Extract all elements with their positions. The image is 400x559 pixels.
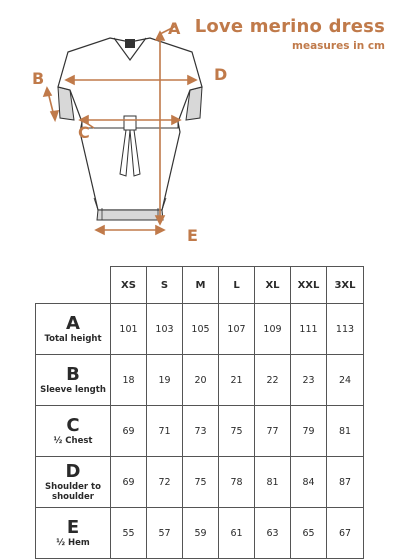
table-cell: 78	[219, 457, 255, 508]
size-header: S	[147, 267, 183, 304]
row-header	[36, 355, 111, 406]
table-cell: 107	[219, 304, 255, 355]
table-cell: 79	[291, 406, 327, 457]
table-cell: 61	[219, 508, 255, 559]
row-letter: B	[66, 364, 80, 385]
size-header: 3XL	[327, 267, 364, 304]
size-header: M	[183, 267, 219, 304]
hem-band	[97, 210, 163, 220]
row-letter: E	[66, 517, 80, 538]
label-c: C	[78, 123, 90, 142]
table-row	[36, 508, 364, 559]
table-cell: 103	[147, 304, 183, 355]
table-cell: 87	[327, 457, 364, 508]
table-cell: 23	[291, 355, 327, 406]
table-row	[36, 406, 364, 457]
table-cell: 71	[147, 406, 183, 457]
label-a: A	[168, 19, 181, 38]
row-letter: C	[66, 415, 80, 436]
page-title: Love merino dress	[194, 16, 385, 37]
table-cell: 57	[147, 508, 183, 559]
table-cell: 77	[255, 406, 291, 457]
table-row	[36, 355, 364, 406]
table-cell: 73	[183, 406, 219, 457]
table-cell: 113	[327, 304, 364, 355]
table-cell: 63	[255, 508, 291, 559]
table-cell: 101	[111, 304, 147, 355]
table-cell: 84	[291, 457, 327, 508]
size-header: L	[219, 267, 255, 304]
table-cell: 22	[255, 355, 291, 406]
row-label: ½ Chest	[53, 436, 93, 446]
page-subtitle: measures in cm	[292, 40, 385, 52]
table-cell: 59	[183, 508, 219, 559]
row-letter: D	[65, 461, 81, 482]
belt-knot	[124, 116, 136, 130]
table-cell: 20	[183, 355, 219, 406]
table-cell: 69	[111, 457, 147, 508]
table-cell: 65	[291, 508, 327, 559]
table-cell: 69	[111, 406, 147, 457]
row-header	[36, 406, 111, 457]
table-cell: 81	[327, 406, 364, 457]
size-header: XS	[111, 267, 147, 304]
row-label: Shoulder to shoulder	[45, 482, 101, 502]
size-table	[35, 266, 364, 559]
table-cell: 24	[327, 355, 364, 406]
row-header	[36, 457, 111, 508]
table-cell: 72	[147, 457, 183, 508]
table-cell: 55	[111, 508, 147, 559]
table-cell: 109	[255, 304, 291, 355]
row-label: Sleeve length	[40, 385, 106, 395]
table-cell: 81	[255, 457, 291, 508]
table-corner	[36, 267, 111, 304]
table-cell: 21	[219, 355, 255, 406]
table-row	[36, 304, 364, 355]
label-d: D	[214, 65, 228, 84]
row-label: ½ Hem	[56, 538, 90, 548]
table-cell: 75	[183, 457, 219, 508]
table-cell: 75	[219, 406, 255, 457]
size-header: XL	[255, 267, 291, 304]
table-cell: 67	[327, 508, 364, 559]
row-header	[36, 508, 111, 559]
label-e: E	[187, 226, 198, 245]
table-cell: 19	[147, 355, 183, 406]
table-cell: 18	[111, 355, 147, 406]
dress-diagram	[30, 12, 230, 257]
row-label: Total height	[44, 334, 102, 344]
size-header: XXL	[291, 267, 327, 304]
row-header	[36, 304, 111, 355]
label-b: B	[32, 69, 45, 88]
neck-label	[125, 39, 135, 48]
row-letter: A	[66, 313, 80, 334]
table-cell: 105	[183, 304, 219, 355]
size-header-row	[36, 267, 364, 304]
table-row	[36, 457, 364, 508]
table-cell: 111	[291, 304, 327, 355]
